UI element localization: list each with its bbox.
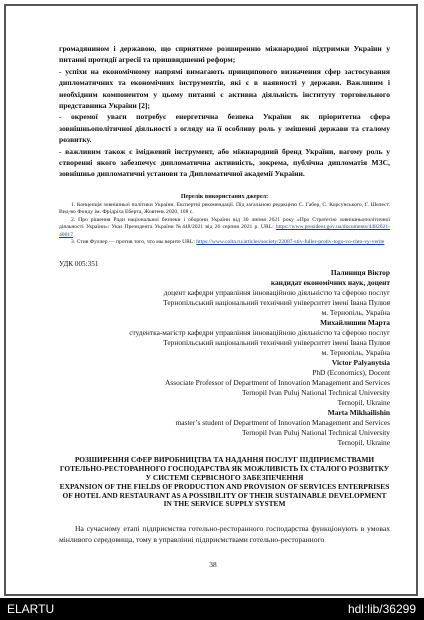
article-title-uk: РОЗШИРЕННЯ СФЕР ВИРОБНИЦТВА ТА НАДАННЯ ПОСЛУГ ПІДПРИЄМСТВАМИ ГОТЕЛЬНО-РЕСТОРАННОГО ГОСПОДАРСТВА ЯК МОЖЛИВІСТЬ ЇХ СТАЛОГО РОЗВИТКУ У СИСТЕМІ СЕРВІСНОГО ЗАБЕЗПЕЧЕННЯ <box>59 455 390 482</box>
handle-id[interactable]: hdl:lib/36299 <box>347 602 416 616</box>
body-paragraph-4: - важливим також є іміджевий інструмент, або міжнародний бренд України, вагому роль у створенні якого забезпечує дипломатична активність, зокрема, публічна дипломатія МЗС, зовнішньо дипломатичні установи та Дипломатичної академії України. <box>59 146 390 179</box>
reference-item <box>59 217 390 239</box>
reference-text: 2. Про рішення Ради національної безпеки і оборони України від 30 липня 2021 року «Про Стратегію зовнішньополітичної діяльності України»: Указ Президента України №448/2021 від 26 серпня 2021 р. URL: <box>59 216 390 231</box>
author-name: Marta Mikhailishin <box>327 408 390 418</box>
author-affiliation: Ternopil Ivan Puluj National Technical University <box>241 428 390 438</box>
udk-code: УДК 005:351 <box>59 260 99 269</box>
body-paragraph-3: - окремої уваги потребує енергетична безпека України як пріоритетна сфера зовнішньополітичної діяльності з огляду на її особливу роль у змішенні держави та сталому розвитку. <box>59 112 390 145</box>
author-position: доцент кафедри управління інноваційною діяльністю та сферою послуг <box>163 288 390 298</box>
reference-item <box>59 239 390 246</box>
author-affiliation: Тернопільський національний технічний університет імені Івана Пулюя <box>163 338 390 348</box>
body-paragraph-1: громадянином і державою, що сприятиме розширенню міжнародної підтримки України у питанні протидії агресії та пришвидшенні реформ; <box>59 44 390 65</box>
author-location: Ternopil, Ukraine <box>337 398 390 408</box>
reference-link[interactable]: https://www.colta.ru/articles/society/22087-stiv-fuller-protiv-togo-vo-chto-vy-verite <box>196 238 385 245</box>
repository-name: ELARTU <box>7 602 55 616</box>
author-location: Ternopil, Ukraine <box>337 438 390 448</box>
reference-text: 3. Стив Фуллер — против того, что мы верите URL: <box>71 238 195 245</box>
body-text <box>59 43 390 180</box>
article-text-start: На сучасному етапі підприємства готельно-ресторанного господарства функціонують в умовах мінливого середовища, тому в управлінні підприємствами готельно-ресторанного <box>59 524 390 545</box>
author-name: Палиниця Віктор <box>330 268 390 278</box>
repository-footer <box>0 598 424 620</box>
author-location: м. Тернопіль, Україна <box>321 308 390 318</box>
article-title-en: EXPANSION OF THE FIELDS OF PRODUCTION AND PROVISION OF SERVICES ENTERPRISES OF HOTEL AND RESTAURANT AS A POSSIBILITY OF THEIR SUSTAINABLE DEVELOPMENT IN THE SERVICE SUPPLY SYSTEM <box>59 481 390 509</box>
document-page <box>4 4 418 596</box>
author-degree: PhD (Economics), Docent <box>312 368 390 378</box>
authors-block <box>59 268 390 448</box>
author-affiliation: Ternopil Ivan Puluj National Technical University <box>241 388 390 398</box>
author-position: master’s student of Department of Innovation Management and Services <box>175 418 390 428</box>
reference-link[interactable]: https://www.president.gov.ua/documents/4482021-40017 <box>59 224 391 238</box>
author-affiliation: Тернопільський національний технічний університет імені Івана Пулюя <box>163 298 390 308</box>
page-number: 38 <box>209 560 217 569</box>
reference-text: 1. Концепція зовнішньої політики України. Експертні рекомендації. Під загальною редакцією С. Габер, С. Корсунського, Г. Шелест. Вид-во Фонду ім. Фрідріха Еберта, Жовтень 2020, 108 с. <box>59 201 390 216</box>
reference-item <box>59 202 390 217</box>
page-content <box>59 43 390 545</box>
author-position: Associate Professor of Department of Innovation Management and Services <box>165 378 390 388</box>
author-position: студентка-магістр кафедри управління інноваційною діяльністю та сферою послуг <box>129 328 390 338</box>
body-paragraph-2: - успіхи на економічному напрямі вимагають принципового визначення сфер застосування дипломатичних та економічних інструментів, які є в наявності у держави. Важливим і необхідним компонентом у цьому питанні є активна діяльність інституту торговельного представника України [2]; <box>59 66 390 111</box>
author-degree: кандидат економічних наук, доцент <box>270 278 390 288</box>
references-title: Перелік використаних джерел: <box>180 192 269 200</box>
author-name: Victor Palyanytsia <box>331 358 390 368</box>
author-location: м. Тернопіль, Україна <box>321 348 390 358</box>
references-list <box>59 202 390 246</box>
author-name: Михайлишин Марта <box>320 318 390 328</box>
